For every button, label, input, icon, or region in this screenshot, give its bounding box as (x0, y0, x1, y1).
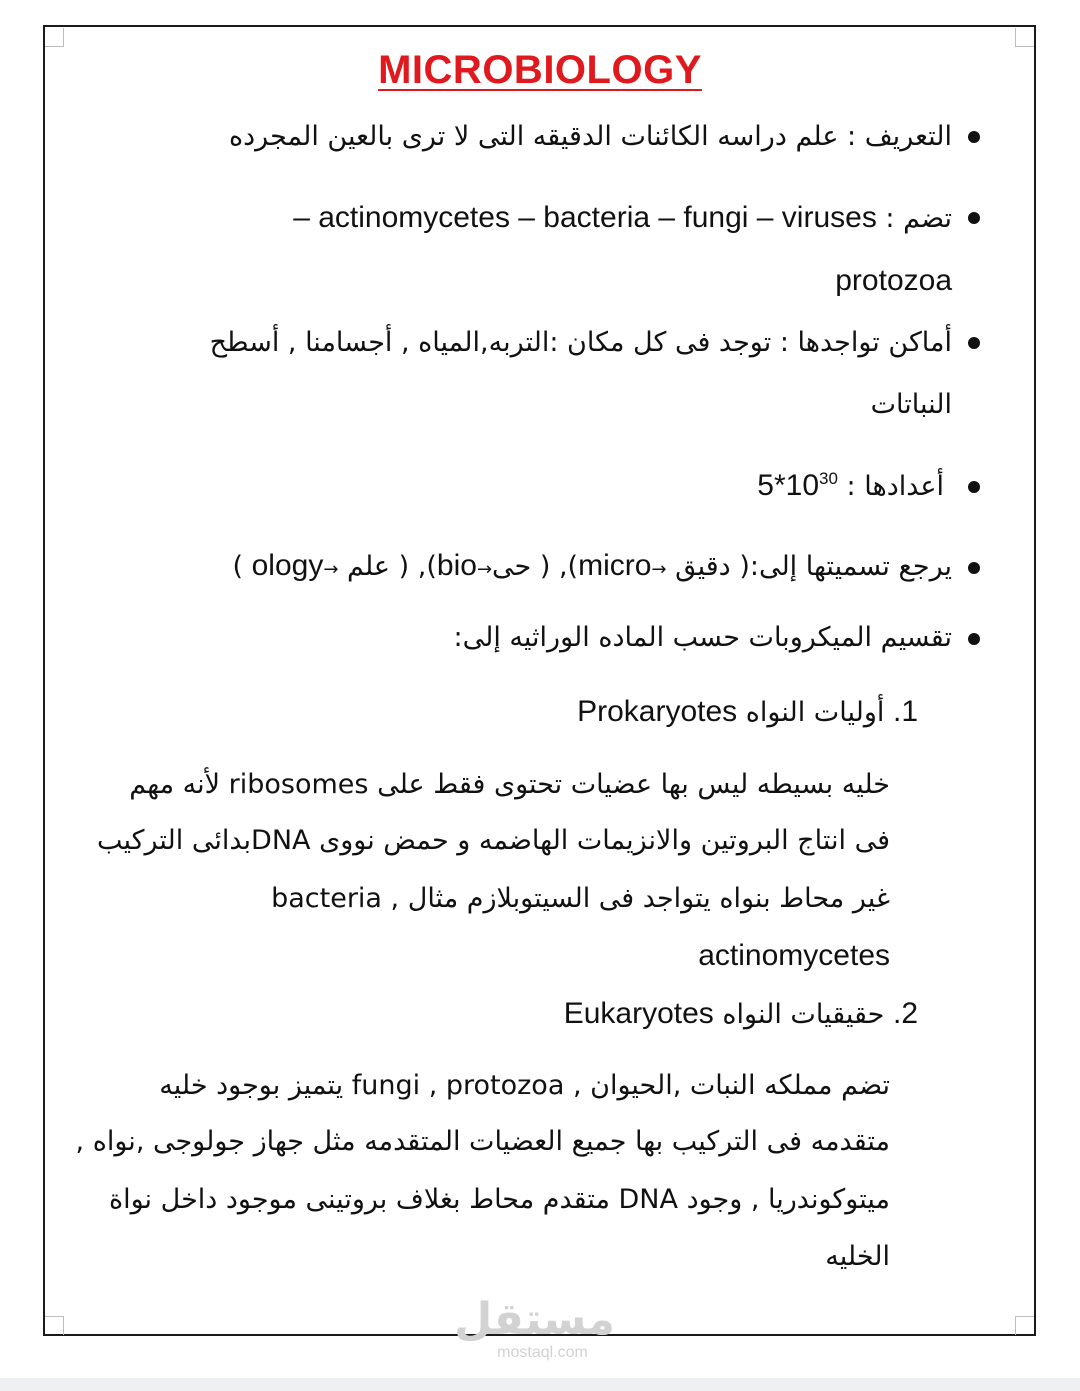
bullet-classification: تقسيم الميكروبات حسب الماده الوراثيه إلى: (453, 622, 952, 653)
naming-label: يرجع تسميتها إلى:( (739, 551, 952, 582)
naming-part2-ar: حى (492, 551, 532, 582)
section-heading-prokaryotes (577, 692, 918, 733)
naming-part3-ar: علم (347, 551, 391, 582)
bullet-naming: يرجع تسميتها إلى:( دقيق →micro), ( حى→bio), ( علم →ology ) (232, 549, 952, 582)
prokaryotes-line: غير محاط بنواه يتواجد فى السيتوبلازم مثال , bacteria (271, 883, 890, 914)
arrow-icon: → (651, 559, 667, 580)
crop-mark-bottom-left (45, 1316, 64, 1335)
naming-part1-en: micro (578, 549, 652, 582)
bullet-locations: أماكن تواجدها : توجد فى كل مكان :التربه,المياه , أجسامنا , أسطح (209, 327, 952, 358)
document-title: MICROBIOLOGY (378, 48, 702, 92)
includes-continuation: protozoa (835, 264, 952, 297)
arrow-icon: → (323, 559, 339, 580)
bullet-count (757, 466, 944, 507)
bullet-definition: التعريف : علم دراسه الكائنات الدقيقه التى لا ترى بالعين المجرده (229, 121, 952, 152)
includes-label: تضم : (885, 203, 952, 234)
naming-part3-en: ology (251, 549, 324, 582)
watermark-logo-text: مستقل (454, 1294, 615, 1345)
eukaryotes-line: تضم مملكه النبات ,الحيوان , fungi , protozoa يتميز بوجود خليه (159, 1070, 890, 1101)
bullet-dot (968, 212, 980, 224)
section-number: 2. (892, 997, 918, 1030)
crop-mark-bottom-right (1015, 1316, 1034, 1335)
prokaryotes-line: فى انتاج البروتين والانزيمات الهاضمه و حمض نووى DNAبدائى التركيب (96, 825, 890, 856)
crop-mark-top-right (1015, 28, 1034, 47)
eukaryotes-line: متقدمه فى التركيب بها جميع العضيات المتقدمه مثل جهاز جولوجى ,نواه , (75, 1126, 890, 1157)
bullet-dot (968, 337, 980, 349)
includes-list: – actinomycetes – bacteria – fungi – viruses (293, 201, 877, 234)
prokaryotes-line: خليه بسيطه ليس بها عضيات تحتوى فقط على ribosomes لأنه مهم (129, 769, 890, 800)
eukaryotes-line: الخليه (825, 1241, 890, 1272)
mostaql-watermark (454, 1294, 615, 1362)
section-heading-en: Eukaryotes (563, 997, 714, 1030)
locations-continuation: النباتات (870, 389, 952, 420)
bullet-dot (968, 481, 980, 493)
bullet-dot (968, 131, 980, 143)
bullet-dot (968, 633, 980, 645)
crop-mark-top-left (45, 28, 64, 47)
section-heading-eukaryotes (564, 994, 918, 1035)
count-label: أعدادها : (846, 471, 944, 502)
section-number: 1. (892, 695, 918, 728)
section-heading-ar: أوليات النواه (745, 697, 885, 728)
arrow-icon: → (476, 559, 493, 580)
bottom-strip (0, 1378, 1080, 1391)
watermark-url: mostaql.com (497, 1344, 588, 1361)
bullet-includes (293, 198, 952, 239)
section-heading-en: Prokaryotes (577, 695, 738, 728)
eukaryotes-line: ميتوكوندريا , وجود DNA متقدم محاط بغلاف بروتينى موجود داخل نواة (108, 1184, 890, 1215)
count-exponent: 30 (819, 469, 838, 488)
naming-part1-ar: دقيق (675, 551, 731, 582)
bullet-dot (968, 562, 980, 574)
prokaryotes-line: actinomycetes (698, 939, 890, 972)
count-base: 5*10 (757, 469, 820, 502)
count-value (757, 469, 838, 502)
section-heading-ar: حقيقيات النواه (722, 999, 885, 1030)
naming-part2-en: bio (436, 549, 477, 582)
